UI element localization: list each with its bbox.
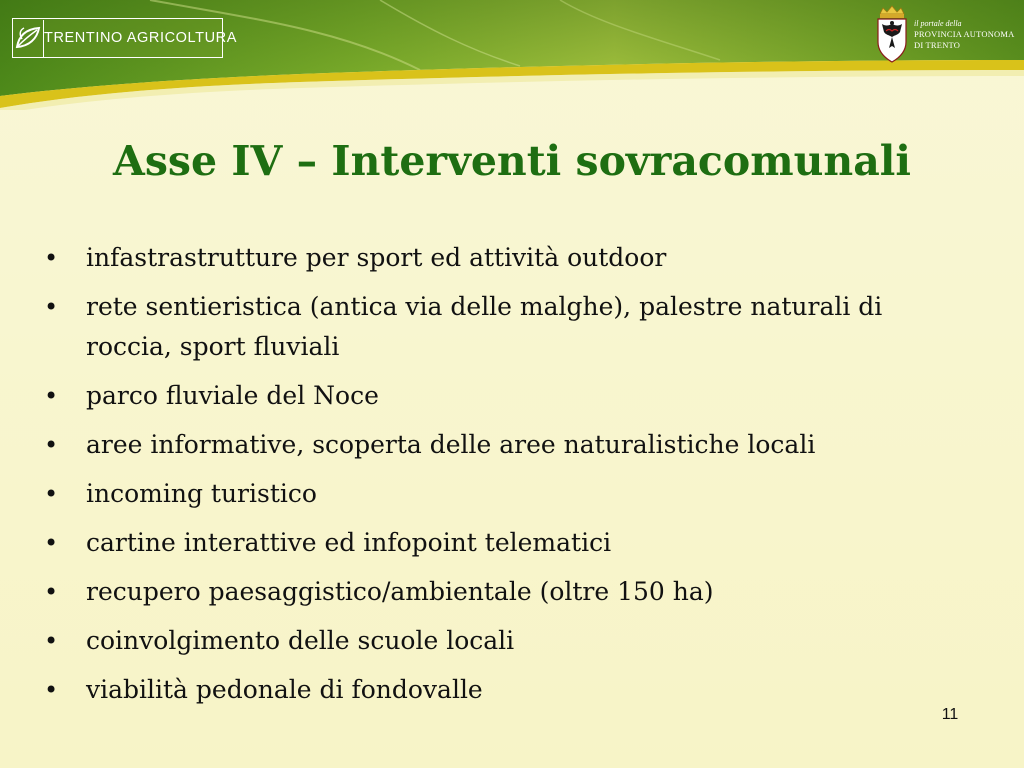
provincia-trento-logo[interactable] xyxy=(872,4,1022,68)
list-item-text: • infastrastrutture per sport ed attività outdoor xyxy=(86,243,667,272)
list-item xyxy=(42,670,972,710)
list-item xyxy=(42,425,972,465)
list-item xyxy=(42,287,972,367)
list-item xyxy=(42,523,972,563)
list-item xyxy=(42,376,972,416)
list-item-text: • viabilità pedonale di fondovalle xyxy=(86,675,483,704)
portal-line-1: PROVINCIA AUTONOMA xyxy=(914,29,1015,39)
coat-of-arms-icon xyxy=(872,4,912,66)
list-item xyxy=(42,238,972,278)
portal-text xyxy=(914,18,1015,51)
list-item-text: • incoming turistico xyxy=(86,479,317,508)
trentino-agricoltura-logo[interactable] xyxy=(12,18,237,58)
bullet-list xyxy=(42,238,972,719)
list-item-text: • coinvolgimento delle scuole locali xyxy=(86,626,515,655)
page-number: 11 xyxy=(941,706,959,723)
list-item-text: • rete sentieristica (antica via delle malghe), palestre naturali di roccia, sport fluviali xyxy=(86,292,883,361)
list-item-text: • cartine interattive ed infopoint telematici xyxy=(86,528,612,557)
portal-line-2: DI TRENTO xyxy=(914,40,961,50)
logo-text: TRENTINO AGRICOLTURA xyxy=(44,30,237,46)
list-item-text: • aree informative, scoperta delle aree naturalistiche locali xyxy=(86,430,816,459)
list-item xyxy=(42,474,972,514)
list-item xyxy=(42,572,972,612)
list-item-text: • recupero paesaggistico/ambientale (oltre 150 ha) xyxy=(86,577,714,606)
leaf-logo-icon xyxy=(13,20,44,57)
list-item-text: • parco fluviale del Noce xyxy=(86,381,379,410)
portal-small-text: il portale della xyxy=(914,19,962,28)
list-item xyxy=(42,621,972,661)
slide-title: Asse IV – Interventi sovracomunali xyxy=(113,137,911,185)
